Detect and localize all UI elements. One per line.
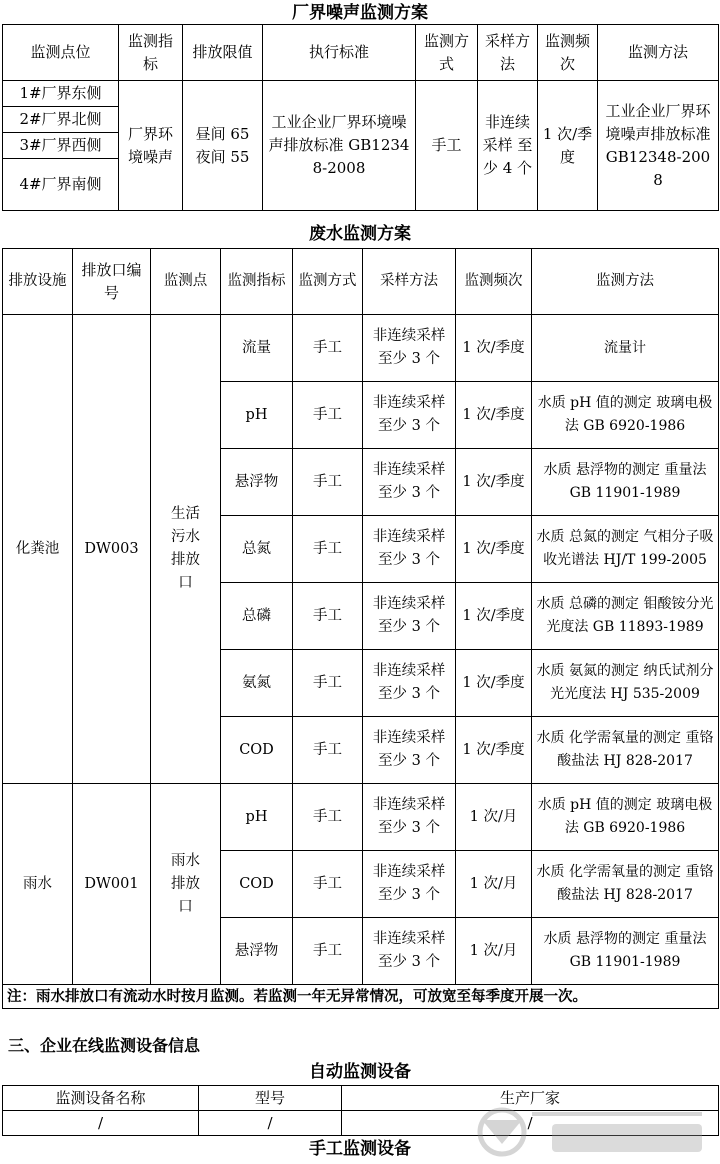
water-sampling-cell: 非连续采样 至少 3 个 <box>363 851 456 918</box>
noise-standard-cell: 工业企业厂界环境噪声排放标准 GB12348-2008 <box>263 81 416 211</box>
water-note: 注：雨水排放口有流动水时按月监测。若监测一年无异常情况，可放宽至每季度开展一次。 <box>3 985 719 1009</box>
water-sampling-cell: 非连续采样 至少 3 个 <box>363 516 456 583</box>
table-row <box>3 81 719 107</box>
water-sampling-cell: 非连续采样 至少 3 个 <box>363 449 456 516</box>
water-frequency-cell: 1 次/季度 <box>456 516 532 583</box>
water-frequency-cell: 1 次/季度 <box>456 650 532 717</box>
water-header-cell: 排放口编号 <box>73 249 151 315</box>
water-method-cell: 水质 化学需氧量的测定 重铬酸盐法 HJ 828-2017 <box>532 717 719 784</box>
noise-limit-night: 夜间 55 <box>195 147 250 166</box>
auto-header-cell: 型号 <box>199 1086 342 1111</box>
noise-point-cell: 1#厂界东侧 <box>3 81 119 107</box>
water-header-cell: 监测指标 <box>221 249 293 315</box>
noise-indicator-cell: 厂界环境噪声 <box>119 81 183 211</box>
water-indicator-cell: COD <box>221 717 293 784</box>
auto-equipment-table <box>2 1085 719 1136</box>
auto-cell: / <box>199 1111 342 1136</box>
noise-header-cell: 排放限值 <box>183 25 263 81</box>
auto-header-cell: 监测设备名称 <box>3 1086 199 1111</box>
water-frequency-cell: 1 次/月 <box>456 851 532 918</box>
noise-point-cell: 3#厂界西侧 <box>3 133 119 159</box>
noise-plan-table <box>2 24 719 211</box>
water-facility-cell: 雨水 <box>3 784 73 985</box>
noise-method-cell: 工业企业厂界环境噪声排放标准 GB12348-2008 <box>598 81 719 211</box>
water-sampling-cell: 非连续采样 至少 3 个 <box>363 717 456 784</box>
section-heading: 三、企业在线监测设备信息 <box>8 1036 201 1055</box>
noise-header-cell: 采样方法 <box>478 25 538 81</box>
water-facility-cell: 化粪池 <box>3 315 73 784</box>
water-frequency-cell: 1 次/季度 <box>456 382 532 449</box>
water-point-cell: 生活污水排放口 <box>151 315 221 784</box>
water-method-cell: 水质 化学需氧量的测定 重铬酸盐法 HJ 828-2017 <box>532 851 719 918</box>
water-indicator-cell: 流量 <box>221 315 293 382</box>
water-plan-table <box>2 248 719 1009</box>
water-indicator-cell: pH <box>221 382 293 449</box>
auto-header-cell: 生产厂家 <box>342 1086 719 1111</box>
water-indicator-cell: 悬浮物 <box>221 449 293 516</box>
noise-point-cell: 2#厂界北侧 <box>3 107 119 133</box>
water-indicator-cell: 总氮 <box>221 516 293 583</box>
noise-frequency-cell: 1 次/季度 <box>538 81 598 211</box>
water-sampling-cell: 非连续采样 至少 3 个 <box>363 583 456 650</box>
water-header-cell: 监测方法 <box>532 249 719 315</box>
water-method-cell: 水质 氨氮的测定 纳氏试剂分光光度法 HJ 535-2009 <box>532 650 719 717</box>
water-mode-cell: 手工 <box>293 382 363 449</box>
water-method-cell: 水质 总氮的测定 气相分子吸收光谱法 HJ/T 199-2005 <box>532 516 719 583</box>
water-outlet-cell: DW003 <box>73 315 151 784</box>
water-point-cell: 雨水排放口 <box>151 784 221 985</box>
noise-header-cell: 监测频次 <box>538 25 598 81</box>
water-mode-cell: 手工 <box>293 784 363 851</box>
manual-equipment-title: 手工监测设备 <box>309 1139 411 1159</box>
water-mode-cell: 手工 <box>293 583 363 650</box>
noise-limit-cell <box>183 81 263 211</box>
water-indicator-cell: pH <box>221 784 293 851</box>
water-header-cell: 监测方式 <box>293 249 363 315</box>
noise-header-row <box>3 25 719 81</box>
water-header-cell: 监测频次 <box>456 249 532 315</box>
auto-cell: / <box>3 1111 199 1136</box>
water-method-cell: 水质 pH 值的测定 玻璃电极法 GB 6920-1986 <box>532 784 719 851</box>
noise-header-cell: 监测点位 <box>3 25 119 81</box>
water-outlet-cell: DW001 <box>73 784 151 985</box>
water-method-cell: 水质 悬浮物的测定 重量法 GB 11901-1989 <box>532 449 719 516</box>
water-mode-cell: 手工 <box>293 918 363 985</box>
water-indicator-cell: 悬浮物 <box>221 918 293 985</box>
noise-header-cell: 监测指标 <box>119 25 183 81</box>
noise-limit-day: 昼间 65 <box>195 124 250 143</box>
water-frequency-cell: 1 次/季度 <box>456 583 532 650</box>
water-header-cell: 采样方法 <box>363 249 456 315</box>
water-method-cell: 水质 pH 值的测定 玻璃电极法 GB 6920-1986 <box>532 382 719 449</box>
table-row <box>3 784 719 851</box>
water-frequency-cell: 1 次/季度 <box>456 315 532 382</box>
noise-header-cell: 执行标准 <box>263 25 416 81</box>
noise-header-cell: 监测方式 <box>416 25 478 81</box>
water-indicator-cell: 总磷 <box>221 583 293 650</box>
water-method-cell: 水质 悬浮物的测定 重量法 GB 11901-1989 <box>532 918 719 985</box>
water-note-row <box>3 985 719 1009</box>
water-header-cell: 监测点 <box>151 249 221 315</box>
noise-header-cell: 监测方法 <box>598 25 719 81</box>
water-indicator-cell: 氨氮 <box>221 650 293 717</box>
table-row <box>3 315 719 382</box>
noise-point-cell: 4#厂界南侧 <box>3 159 119 211</box>
water-mode-cell: 手工 <box>293 650 363 717</box>
water-method-cell: 流量计 <box>532 315 719 382</box>
water-mode-cell: 手工 <box>293 851 363 918</box>
water-frequency-cell: 1 次/月 <box>456 784 532 851</box>
water-method-cell: 水质 总磷的测定 钼酸铵分光光度法 GB 11893-1989 <box>532 583 719 650</box>
water-frequency-cell: 1 次/月 <box>456 918 532 985</box>
water-mode-cell: 手工 <box>293 315 363 382</box>
water-plan-title: 废水监测方案 <box>309 224 411 244</box>
water-mode-cell: 手工 <box>293 717 363 784</box>
water-header-row <box>3 249 719 315</box>
water-mode-cell: 手工 <box>293 449 363 516</box>
noise-sampling-cell: 非连续采样 至少 4 个 <box>478 81 538 211</box>
water-frequency-cell: 1 次/季度 <box>456 717 532 784</box>
auto-cell: / <box>342 1111 719 1136</box>
water-header-cell: 排放设施 <box>3 249 73 315</box>
water-sampling-cell: 非连续采样 至少 3 个 <box>363 918 456 985</box>
auto-equipment-title: 自动监测设备 <box>309 1062 411 1082</box>
water-mode-cell: 手工 <box>293 516 363 583</box>
water-sampling-cell: 非连续采样 至少 3 个 <box>363 784 456 851</box>
auto-header-row <box>3 1086 719 1111</box>
water-frequency-cell: 1 次/季度 <box>456 449 532 516</box>
noise-mode-cell: 手工 <box>416 81 478 211</box>
water-indicator-cell: COD <box>221 851 293 918</box>
water-sampling-cell: 非连续采样 至少 3 个 <box>363 315 456 382</box>
water-sampling-cell: 非连续采样 至少 3 个 <box>363 382 456 449</box>
noise-plan-title: 厂界噪声监测方案 <box>292 3 428 23</box>
table-row <box>3 1111 719 1136</box>
water-sampling-cell: 非连续采样 至少 3 个 <box>363 650 456 717</box>
